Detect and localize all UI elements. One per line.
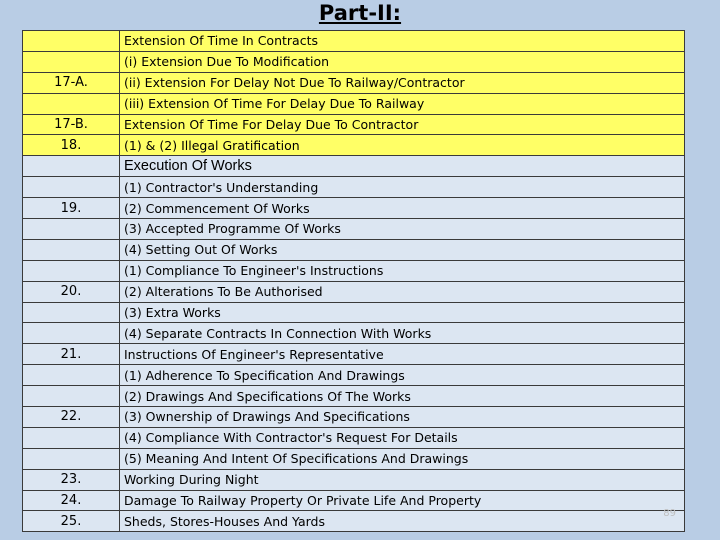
table-row bbox=[23, 135, 685, 156]
clause-number bbox=[23, 386, 120, 407]
clause-number bbox=[23, 51, 120, 72]
clause-number: 23. bbox=[23, 469, 120, 490]
clause-title: Extension Of Time In Contracts bbox=[120, 31, 685, 52]
clause-title: (3) Extra Works bbox=[120, 302, 685, 323]
table-row bbox=[23, 51, 685, 72]
contents-table bbox=[22, 30, 685, 532]
table-row bbox=[23, 281, 685, 302]
page-title: Part-II: bbox=[318, 1, 402, 25]
clause-title: (1) & (2) Illegal Gratification bbox=[120, 135, 685, 156]
clause-title: (2) Drawings And Specifications Of The Works bbox=[120, 386, 685, 407]
clause-number bbox=[23, 31, 120, 52]
clause-title: Working During Night bbox=[120, 469, 685, 490]
clause-number: 24. bbox=[23, 490, 120, 511]
clause-number: 19. bbox=[23, 198, 120, 219]
table-row bbox=[23, 219, 685, 240]
clause-title: (2) Commencement Of Works bbox=[120, 198, 685, 219]
table-row bbox=[23, 469, 685, 490]
clause-number bbox=[23, 239, 120, 260]
clause-title: Extension Of Time For Delay Due To Contractor bbox=[120, 114, 685, 135]
clause-title: (4) Separate Contracts In Connection With Works bbox=[120, 323, 685, 344]
table-row bbox=[23, 239, 685, 260]
table-row bbox=[23, 511, 685, 532]
table-row bbox=[23, 344, 685, 365]
clause-number: 22. bbox=[23, 407, 120, 428]
table-row bbox=[23, 93, 685, 114]
clause-title: (1) Compliance To Engineer's Instructions bbox=[120, 260, 685, 281]
table-row bbox=[23, 177, 685, 198]
clause-number bbox=[23, 448, 120, 469]
clause-number: 18. bbox=[23, 135, 120, 156]
clause-title: Damage To Railway Property Or Private Life And Property bbox=[120, 490, 685, 511]
page-number: 89 bbox=[663, 508, 676, 519]
clause-number bbox=[23, 260, 120, 281]
clause-title: (5) Meaning And Intent Of Specifications And Drawings bbox=[120, 448, 685, 469]
table-row bbox=[23, 114, 685, 135]
table-row bbox=[23, 386, 685, 407]
clause-title: (1) Contractor's Understanding bbox=[120, 177, 685, 198]
clause-title: (3) Accepted Programme Of Works bbox=[120, 219, 685, 240]
clause-number: 17-B. bbox=[23, 114, 120, 135]
clause-number bbox=[23, 427, 120, 448]
table-row bbox=[23, 407, 685, 428]
clause-number bbox=[23, 365, 120, 386]
table-row bbox=[23, 260, 685, 281]
clause-title: (4) Compliance With Contractor's Request For Details bbox=[120, 427, 685, 448]
table-row bbox=[23, 448, 685, 469]
table-row bbox=[23, 198, 685, 219]
clause-number bbox=[23, 156, 120, 177]
clause-title: (ii) Extension For Delay Not Due To Railway/Contractor bbox=[120, 72, 685, 93]
table-row bbox=[23, 323, 685, 344]
clause-number: 21. bbox=[23, 344, 120, 365]
table-row bbox=[23, 365, 685, 386]
clause-number: 17-A. bbox=[23, 72, 120, 93]
clause-title: (2) Alterations To Be Authorised bbox=[120, 281, 685, 302]
clause-title: Instructions Of Engineer's Representative bbox=[120, 344, 685, 365]
clause-title: Sheds, Stores-Houses And Yards bbox=[120, 511, 685, 532]
clause-title: (iii) Extension Of Time For Delay Due To Railway bbox=[120, 93, 685, 114]
clause-number bbox=[23, 323, 120, 344]
table-row bbox=[23, 427, 685, 448]
table-row bbox=[23, 302, 685, 323]
clause-title: (4) Setting Out Of Works bbox=[120, 239, 685, 260]
table-row bbox=[23, 31, 685, 52]
clause-number bbox=[23, 93, 120, 114]
table-row bbox=[23, 490, 685, 511]
table-row bbox=[23, 72, 685, 93]
clause-number bbox=[23, 302, 120, 323]
section-heading-row bbox=[23, 156, 685, 177]
clause-title: (1) Adherence To Specification And Drawings bbox=[120, 365, 685, 386]
clause-number: 20. bbox=[23, 281, 120, 302]
clause-number bbox=[23, 219, 120, 240]
section-heading: Execution Of Works bbox=[120, 156, 685, 177]
clause-title: (i) Extension Due To Modification bbox=[120, 51, 685, 72]
clause-number: 25. bbox=[23, 511, 120, 532]
clause-title: (3) Ownership of Drawings And Specifications bbox=[120, 407, 685, 428]
clause-number bbox=[23, 177, 120, 198]
